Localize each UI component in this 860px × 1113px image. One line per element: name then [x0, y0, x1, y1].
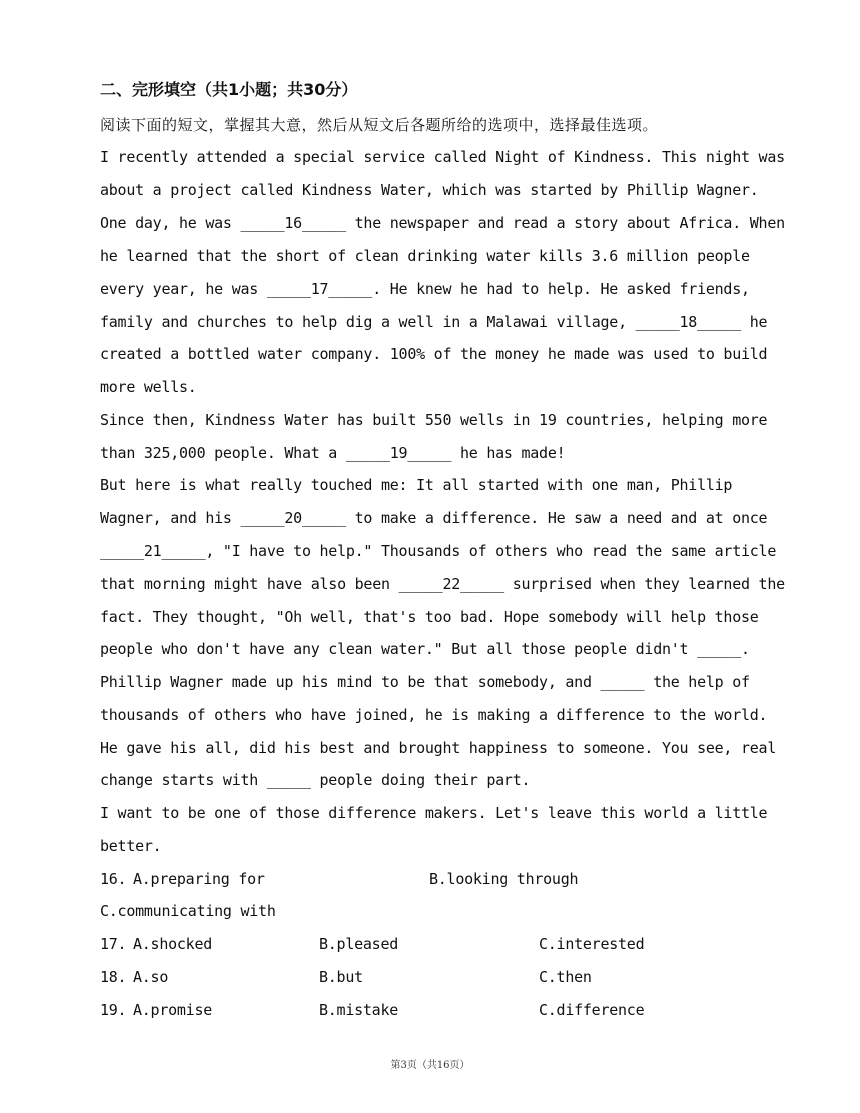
question-number: 18.: [100, 968, 127, 986]
passage-line: I want to be one of those difference makers. Let's leave this world a little: [100, 804, 768, 822]
passage-line: people who don't have any clean water." But all those people didn't _____.: [100, 640, 750, 658]
passage-line: more wells.: [100, 378, 197, 396]
passage-line: One day, he was _____16_____ the newspaper and read a story about Africa. When: [100, 214, 785, 232]
option-b: B.mistake: [319, 1001, 399, 1019]
page-footer: 第3页（共16页）: [390, 1060, 470, 1071]
passage-line: Phillip Wagner made up his mind to be that somebody, and _____ the help of: [100, 673, 750, 691]
section-title: 二、完形填空（共1小题；共30分）: [100, 80, 358, 99]
passage-line: Wagner, and his _____20_____ to make a difference. He saw a need and at once: [100, 509, 768, 527]
passage-line: He gave his all, did his best and brought happiness to someone. You see, real: [100, 739, 777, 757]
passage-line: every year, he was _____17_____. He knew he had to help. He asked friends,: [100, 280, 750, 298]
passage-line: than 325,000 people. What a _____19_____ he has made!: [100, 444, 566, 462]
option-b: B.but: [319, 968, 363, 986]
passage-line: I recently attended a special service called Night of Kindness. This night was: [100, 148, 785, 166]
option-c: C.communicating with: [100, 902, 276, 920]
option-a: A.preparing for: [133, 870, 265, 888]
passage-line: he learned that the short of clean drinking water kills 3.6 million people: [100, 247, 750, 265]
passage-line: created a bottled water company. 100% of the money he made was used to build: [100, 345, 768, 363]
passage-line: that morning might have also been _____22_____ surprised when they learned the: [100, 575, 785, 593]
passage-line: _____21_____, "I have to help." Thousands of others who read the same article: [100, 542, 777, 560]
option-b: B.looking through: [429, 870, 579, 888]
passage-line: Since then, Kindness Water has built 550 wells in 19 countries, helping more: [100, 411, 768, 429]
passage-line: about a project called Kindness Water, which was started by Phillip Wagner.: [100, 181, 759, 199]
option-c: C.difference: [539, 1001, 645, 1019]
passage-line: But here is what really touched me: It all started with one man, Phillip: [100, 476, 733, 494]
question-number: 19.: [100, 1001, 127, 1019]
passage-line: better.: [100, 837, 162, 855]
instruction-text: 阅读下面的短文，掌握其大意，然后从短文后各题所给的选项中，选择最佳选项。: [100, 116, 659, 134]
option-c: C.then: [539, 968, 592, 986]
passage-line: change starts with _____ people doing their part.: [100, 771, 531, 789]
question-number: 17.: [100, 935, 127, 953]
question-number: 16.: [100, 870, 127, 888]
passage-line: fact. They thought, "Oh well, that's too bad. Hope somebody will help those: [100, 608, 759, 626]
option-a: A.shocked: [133, 935, 213, 953]
passage-line: thousands of others who have joined, he is making a difference to the world.: [100, 706, 768, 724]
option-a: A.promise: [133, 1001, 213, 1019]
option-c: C.interested: [539, 935, 645, 953]
option-a: A.so: [133, 968, 169, 986]
option-b: B.pleased: [319, 935, 399, 953]
passage-line: family and churches to help dig a well in a Malawai village, _____18_____ he: [100, 313, 768, 331]
